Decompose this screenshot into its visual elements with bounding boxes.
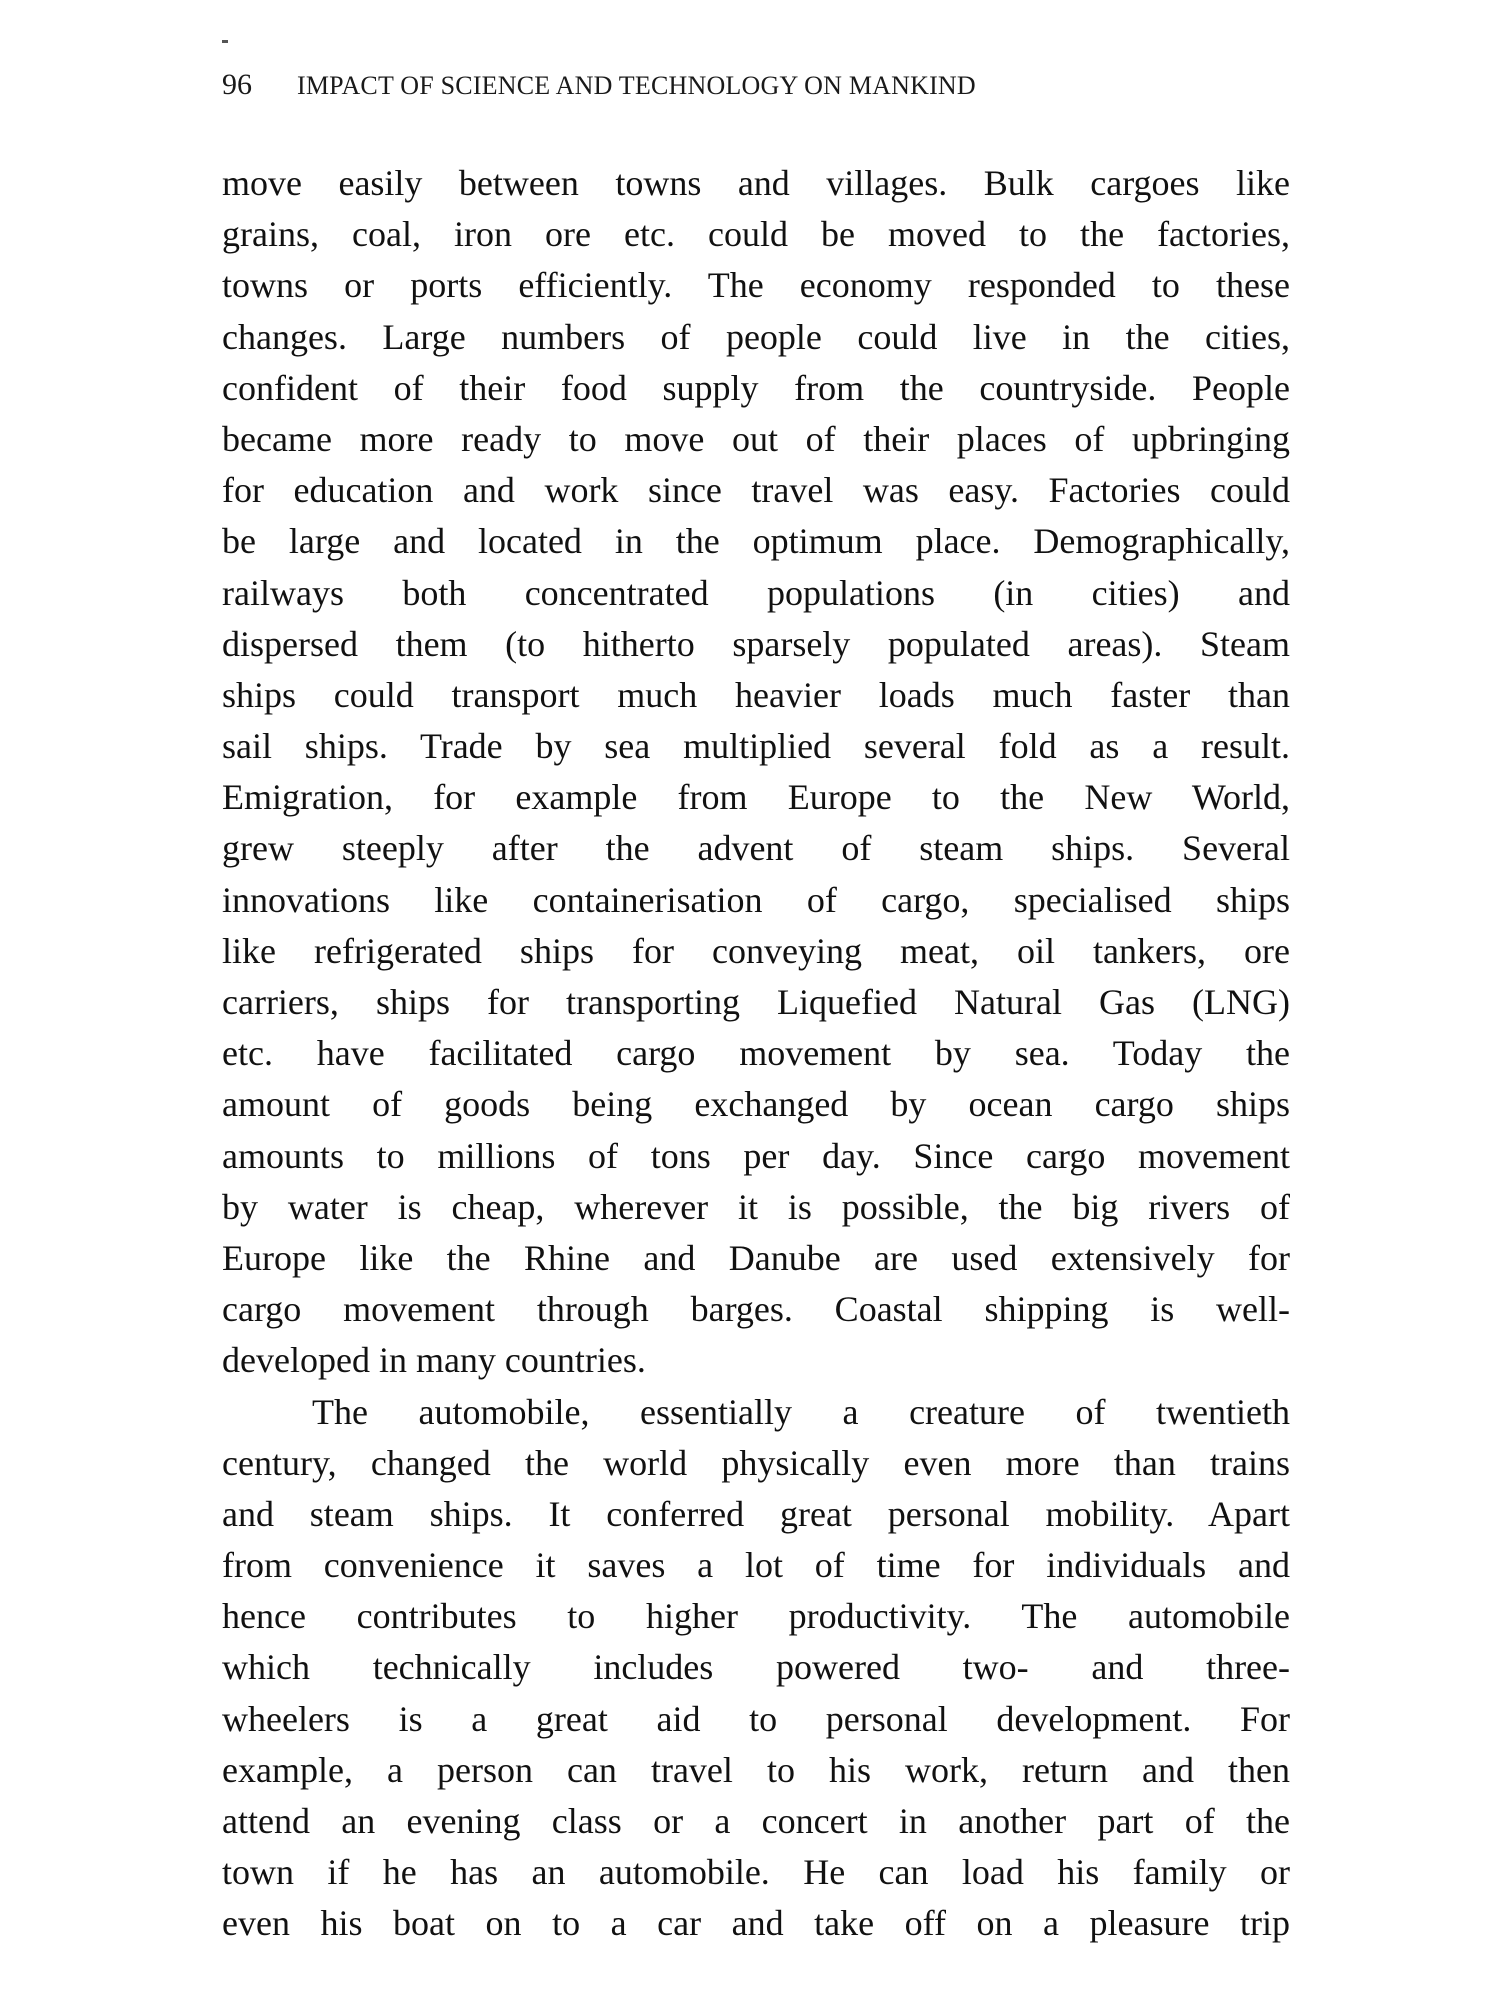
text-line: attend an evening class or a concert in another part of the	[222, 1801, 1290, 1841]
scan-speck	[222, 40, 228, 43]
text-line: from convenience it saves a lot of time for individuals and	[222, 1545, 1290, 1586]
text-line: towns or ports efficiently. The economy responded to these	[222, 265, 1290, 306]
text-line: dispersed them (to hitherto sparsely populated areas). Steam	[222, 623, 1290, 664]
text-line: Europe like the Rhine and Danube are used extensively for	[222, 1237, 1290, 1278]
text-line: and steam ships. It conferred great personal mobility. Apart	[222, 1493, 1290, 1534]
page-number: 96	[222, 68, 252, 101]
text-line: grains, coal, iron ore etc. could be moved to the factories,	[222, 214, 1290, 255]
text-line: changes. Large numbers of people could live in the cities,	[222, 316, 1290, 357]
text-line: became more ready to move out of their places of upbringing	[222, 418, 1290, 459]
text-line: move easily between towns and villages. Bulk cargoes like	[222, 163, 1290, 203]
text-line: hence contributes to higher productivity. The automobile	[222, 1596, 1290, 1637]
text-line: sail ships. Trade by sea multiplied several fold as a result.	[222, 726, 1290, 767]
text-line: innovations like containerisation of cargo, specialised ships	[222, 879, 1290, 920]
text-line: which technically includes powered two- and three-	[222, 1647, 1290, 1688]
text-line: developed in many countries.	[222, 1340, 646, 1381]
text-line: be large and located in the optimum place. Demographically,	[222, 521, 1290, 562]
text-line: for education and work since travel was easy. Factories could	[222, 470, 1290, 511]
running-title: IMPACT OF SCIENCE AND TECHNOLOGY ON MANKIND	[297, 71, 976, 100]
text-line: cargo movement through barges. Coastal shipping is well-	[222, 1289, 1290, 1330]
text-line: railways both concentrated populations (in cities) and	[222, 572, 1290, 613]
text-line: grew steeply after the advent of steam ships. Several	[222, 828, 1290, 869]
text-line: Emigration, for example from Europe to the New World,	[222, 777, 1290, 818]
text-line: town if he has an automobile. He can load his family or	[222, 1852, 1290, 1893]
text-line: amounts to millions of tons per day. Since cargo movement	[222, 1135, 1290, 1176]
text-line: wheelers is a great aid to personal development. For	[222, 1698, 1290, 1739]
text-line: etc. have facilitated cargo movement by sea. Today the	[222, 1033, 1290, 1074]
text-line: by water is cheap, wherever it is possible, the big rivers of	[222, 1186, 1290, 1227]
text-line: confident of their food supply from the countryside. People	[222, 367, 1290, 408]
text-line: example, a person can travel to his work, return and then	[222, 1749, 1290, 1790]
text-line: century, changed the world physically even more than trains	[222, 1442, 1290, 1483]
running-header	[222, 68, 1292, 108]
text-line: even his boat on to a car and take off on a pleasure trip	[222, 1903, 1290, 1944]
text-line: carriers, ships for transporting Liquefied Natural Gas (LNG)	[222, 982, 1290, 1022]
text-line: amount of goods being exchanged by ocean cargo ships	[222, 1084, 1290, 1125]
text-line: ships could transport much heavier loads much faster than	[222, 674, 1290, 715]
text-line: The automobile, essentially a creature of twentieth	[312, 1391, 1290, 1432]
body-text	[222, 158, 1290, 1950]
text-line: like refrigerated ships for conveying meat, oil tankers, ore	[222, 930, 1290, 971]
